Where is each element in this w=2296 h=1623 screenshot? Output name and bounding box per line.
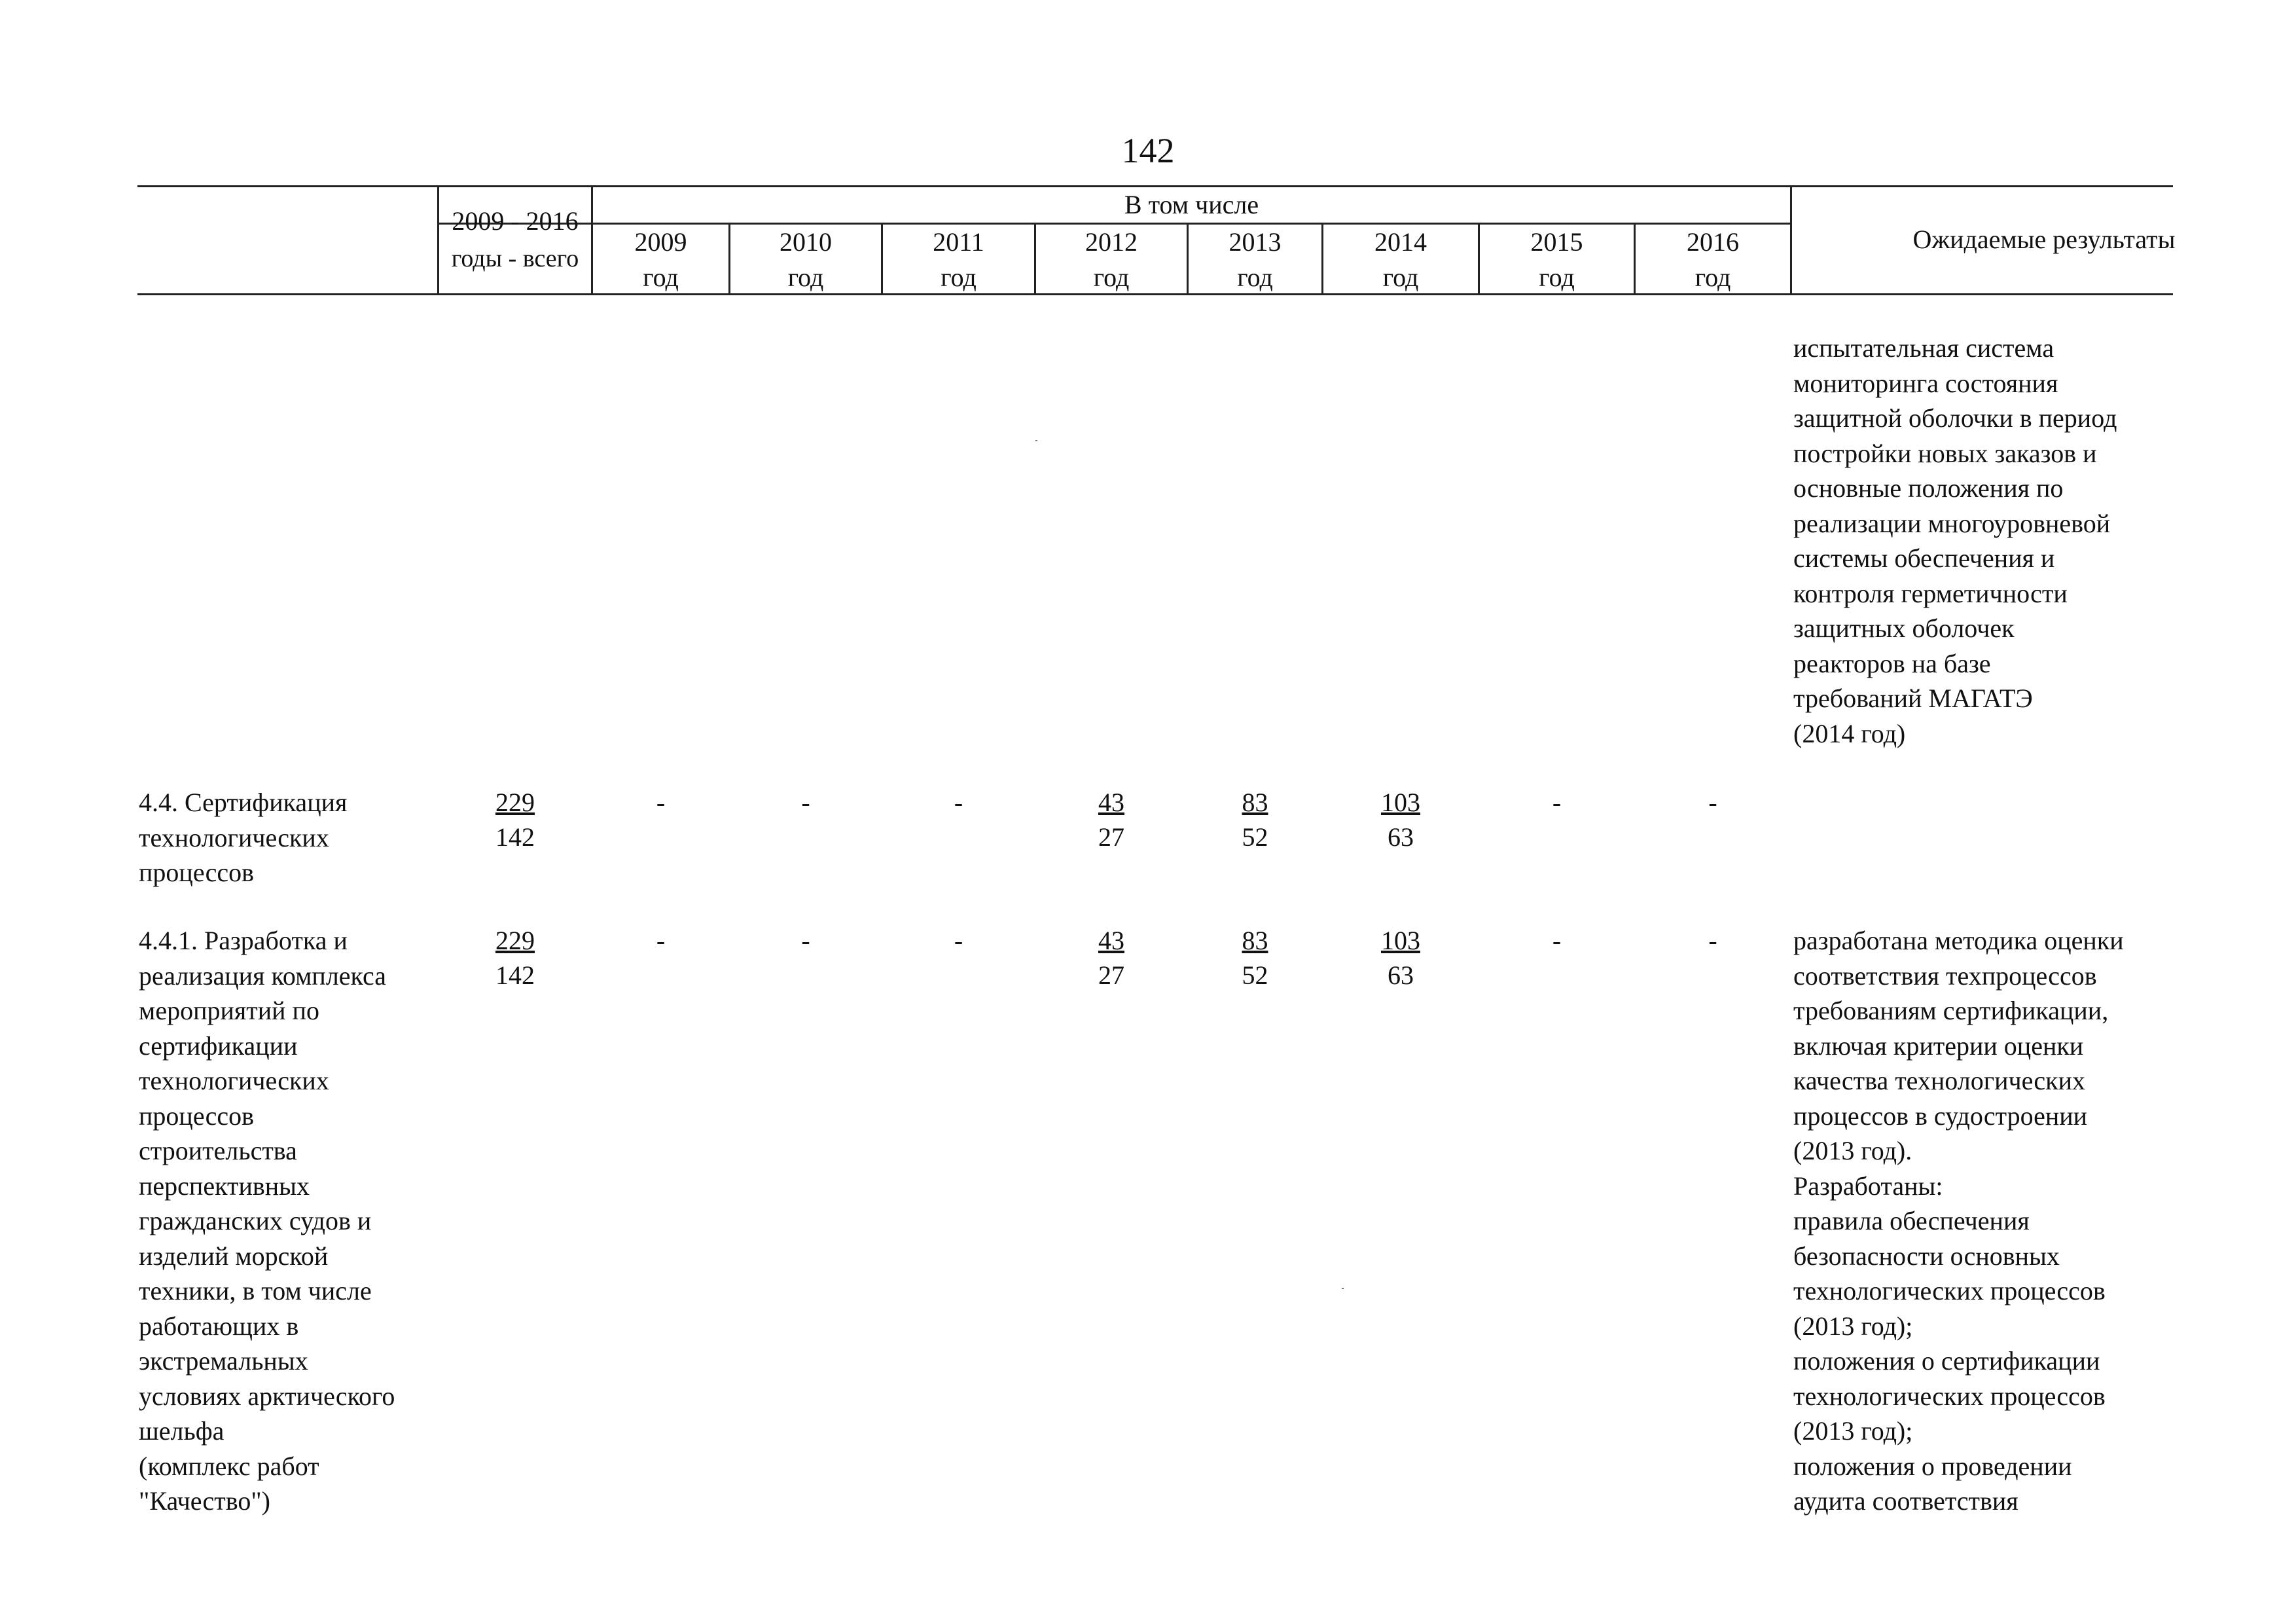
row-year-value-bottom: 52 bbox=[1242, 960, 1268, 990]
carryover-result: испытательная система мониторинга состояния защитной оболочки в период постройки новых заказов и основные положения по реализации многоуровневой системы обеспечения и контроля герметичности защитных оболочек реакторов на базе требований МАГАТЭ (2014 год) bbox=[1793, 333, 2117, 748]
row-year-value-bottom: 63 bbox=[1388, 960, 1414, 990]
row-total-bottom: 142 bbox=[495, 960, 535, 990]
row-year-value-top: 103 bbox=[1381, 788, 1420, 817]
row-year-value: - bbox=[954, 788, 963, 817]
row-year-value-top: 83 bbox=[1242, 788, 1268, 817]
header-year-unit: год bbox=[1539, 263, 1575, 292]
row-total-bottom: 142 bbox=[495, 822, 535, 852]
header-group-rule bbox=[591, 223, 1790, 225]
row-year-value-bottom: 27 bbox=[1098, 960, 1124, 990]
row-year-value: - bbox=[656, 926, 666, 955]
row-year-value-top: 83 bbox=[1242, 926, 1268, 955]
header-year: 2011 bbox=[933, 227, 984, 257]
row-year-value: - bbox=[801, 926, 810, 955]
header-year-unit: год bbox=[1237, 263, 1273, 292]
row-year-value: - bbox=[801, 788, 810, 817]
scan-speck bbox=[1342, 1288, 1344, 1289]
header-year-unit: год bbox=[1695, 263, 1731, 292]
header-col-separator bbox=[437, 185, 439, 295]
header-total-label: годы - всего bbox=[451, 245, 579, 272]
header-year: 2010 bbox=[780, 227, 832, 257]
scan-speck bbox=[1035, 440, 1037, 441]
row-year-value: - bbox=[1552, 926, 1562, 955]
row-name: 4.4. Сертификация технологических процессов bbox=[139, 788, 348, 887]
row-year-value: - bbox=[954, 926, 963, 955]
header-year: 2013 bbox=[1229, 227, 1282, 257]
header-results-label: Ожидаемые результаты bbox=[1912, 225, 2176, 254]
header-year-unit: год bbox=[787, 263, 824, 292]
row-year-value-bottom: 27 bbox=[1098, 822, 1124, 852]
header-group-label: В том числе bbox=[1124, 190, 1259, 219]
header-top-rule bbox=[137, 185, 2173, 187]
header-total-label: 2009 - 2016 bbox=[452, 206, 579, 236]
header-year: 2015 bbox=[1530, 227, 1583, 257]
header-year: 2009 bbox=[634, 227, 687, 257]
row-year-value-top: 43 bbox=[1098, 788, 1124, 817]
header-year-unit: год bbox=[941, 263, 977, 292]
row-result: разработана методика оценки соответствия техпроцессов требованиям сертификации, включая критерии оценки качества технологических процессов в судостроении (2013 год). Разработаны: правила обеспечения безопасности основных технологических процессов (2013 год); положения о сертификации технологических процессов (2013 год); положения о проведении аудита соответствия bbox=[1793, 926, 2124, 1516]
row-year-value-top: 103 bbox=[1381, 926, 1420, 955]
row-year-value-bottom: 63 bbox=[1388, 822, 1414, 852]
page-number: 142 bbox=[1121, 131, 1175, 170]
row-total-top: 229 bbox=[495, 788, 535, 817]
header-year-unit: год bbox=[1382, 263, 1419, 292]
header-year: 2012 bbox=[1085, 227, 1138, 257]
row-year-value-bottom: 52 bbox=[1242, 822, 1268, 852]
row-year-value: - bbox=[1708, 788, 1717, 817]
row-year-value: - bbox=[656, 788, 666, 817]
header-year: 2014 bbox=[1374, 227, 1427, 257]
header-year-unit: год bbox=[643, 263, 679, 292]
header-year: 2016 bbox=[1687, 227, 1739, 257]
row-year-value: - bbox=[1552, 788, 1562, 817]
row-name: 4.4.1. Разработка и реализация комплекса мероприятий по сертификации технологических процессов строительства перспективных гражданских судов и изделий морской техники, в том числе работающих в экстремальных условиях арктического шельфа (комплекс работ "Качество") bbox=[139, 926, 395, 1516]
row-year-value-top: 43 bbox=[1098, 926, 1124, 955]
row-total-top: 229 bbox=[495, 926, 535, 955]
row-year-value: - bbox=[1708, 926, 1717, 955]
header-year-unit: год bbox=[1093, 263, 1130, 292]
